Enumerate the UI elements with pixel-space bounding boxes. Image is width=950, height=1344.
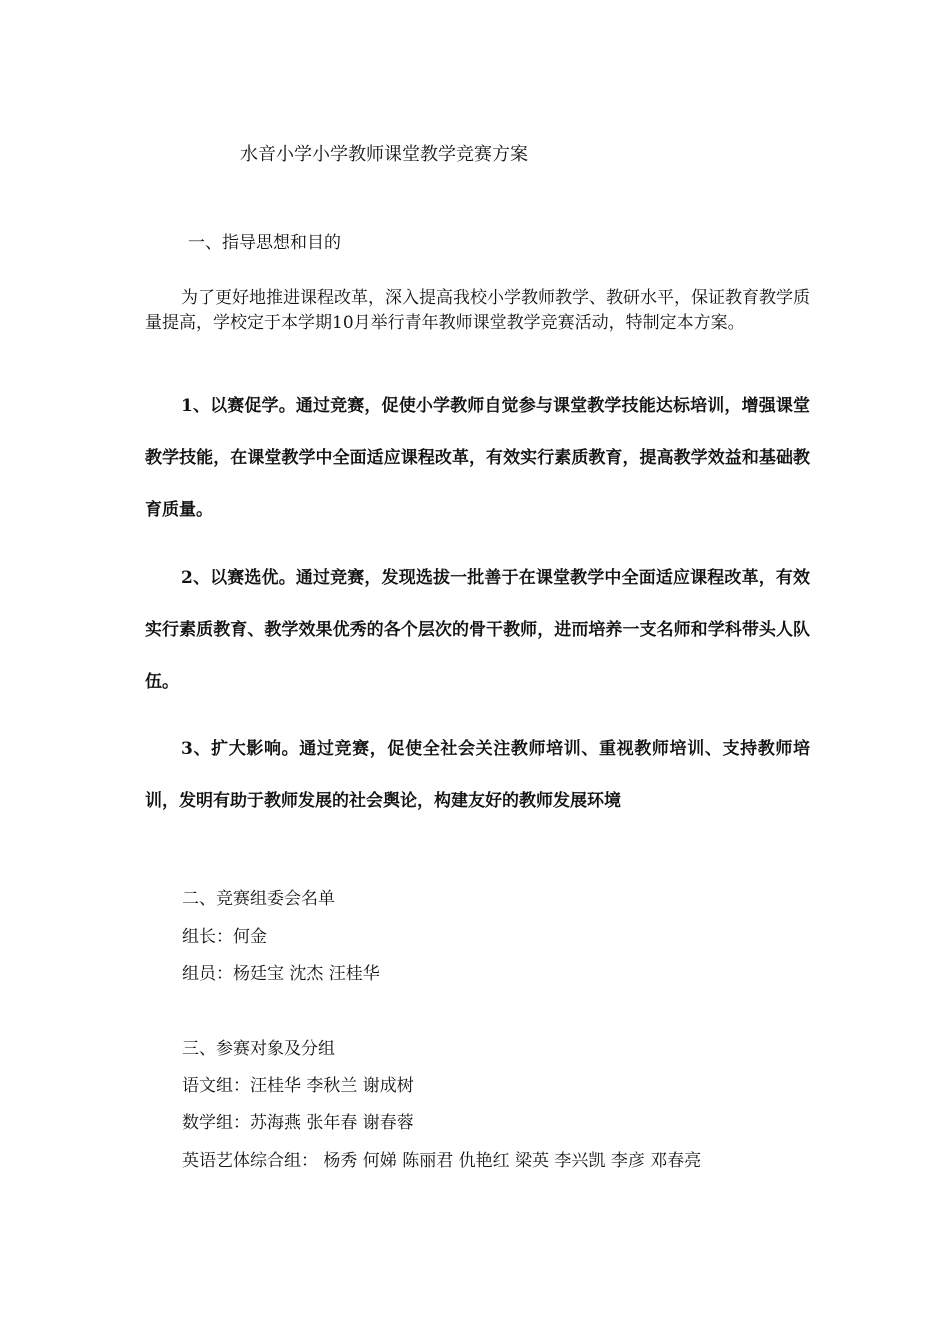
section1-heading: 一、指导思想和目的 [188,233,341,253]
group-english-arts-members: 杨秀 何娣 陈丽君 仇艳红 梁英 李兴凯 李彦 邓春亮 [318,1151,702,1171]
intro-paragraph: 为了更好地推进课程改革，深入提高我校小学教师教学、教研水平，保证教育教学质量提高，学校定于本学期10月举行青年教师课堂教学竞赛活动，特制定本方案。 [145,288,810,333]
group-math-members: 苏海燕 张年春 谢春蓉 [250,1113,414,1133]
group-chinese [182,1071,414,1096]
section2-heading: 二、竞赛组委会名单 [182,889,335,909]
group-chinese-members: 汪桂华 李秋兰 谢成树 [250,1076,414,1096]
group-english-arts [182,1146,701,1171]
leader-label: 组长： [182,927,233,947]
goal-paragraph-2 [145,552,810,708]
goal-2-lead: 2、以赛选优。 [181,568,296,588]
leader-name: 何金 [233,927,267,947]
goal-paragraph-3 [145,723,810,827]
group-chinese-label: 语文组： [182,1076,250,1096]
goal-1-lead: 1、以赛促学。 [181,396,296,416]
goal-3-lead: 3、扩大影响。 [181,739,300,759]
members-names: 杨廷宝 沈杰 汪桂华 [233,964,380,984]
group-english-arts-label: 英语艺体综合组： [182,1151,318,1171]
group-math-label: 数学组： [182,1113,250,1133]
section3-heading: 三、参赛对象及分组 [182,1039,335,1059]
document-title: 水音小学小学教师课堂教学竞赛方案 [240,144,528,165]
goal-2-text: 通过竞赛，发现选拔一批善于在课堂教学中全面适应课程改革，有效实行素质教育、教学效果优秀的各个层次的骨干教师，进而培养一支名师和学科带头人队伍。 [145,568,810,692]
committee-leader [182,922,267,947]
group-math [182,1108,414,1133]
committee-members [182,959,380,984]
goal-3-text: 通过竞赛，促使全社会关注教师培训、重视教师培训、支持教师培训，发明有助于教师发展的社会舆论，构建友好的教师发展环境 [145,739,810,811]
members-label: 组员： [182,964,233,984]
goal-paragraph-1 [145,380,810,536]
goal-1-text: 通过竞赛，促使小学教师自觉参与课堂教学技能达标培训，增强课堂教学技能，在课堂教学中全面适应课程改革，有效实行素质教育，提高教学效益和基础教育质量。 [145,396,810,520]
